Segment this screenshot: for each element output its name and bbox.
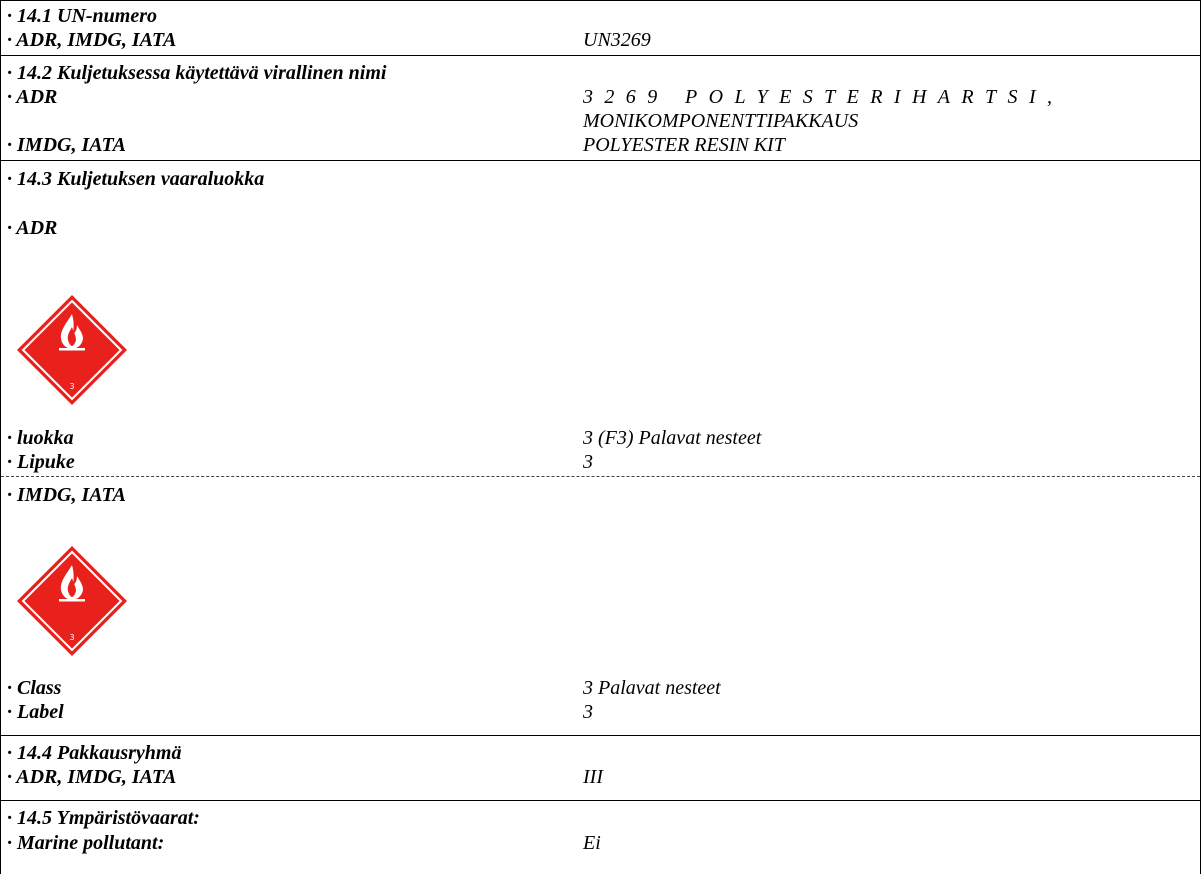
flammable-liquid-placard-icon xyxy=(16,294,128,406)
placard-class-number: 3 xyxy=(69,382,75,391)
adr-lipuke-value: 3 xyxy=(583,451,593,473)
shipping-name-imdg-value: POLYESTER RESIN KIT xyxy=(583,134,785,156)
section-14-2-heading: · 14.2 Kuljetuksessa käytettävä virallinen nimi xyxy=(7,62,387,84)
section-14-5-heading: · 14.5 Ympäristövaarat: xyxy=(7,807,200,829)
section-14-3-heading: · 14.3 Kuljetuksen vaaraluokka xyxy=(7,168,265,190)
adr-class-value: 3 (F3) Palavat nesteet xyxy=(583,427,762,449)
section-14-4-heading: · 14.4 Pakkausryhmä xyxy=(7,742,182,764)
un-number-label: · ADR, IMDG, IATA xyxy=(7,29,177,51)
subsection-divider xyxy=(1,476,1200,477)
imdg-label-value: 3 xyxy=(583,701,593,723)
imdg-class-label: · Class xyxy=(7,677,62,699)
imdg-label-label: · Label xyxy=(7,701,64,723)
imdg-class-value: 3 Palavat nesteet xyxy=(583,677,721,699)
shipping-name-adr-value-line1: 3269 POLYESTERIHARTSI, xyxy=(583,86,1064,108)
hazard-class-imdg-label: · IMDG, IATA xyxy=(7,484,126,506)
packing-group-label: · ADR, IMDG, IATA xyxy=(7,766,177,788)
section-divider xyxy=(1,735,1200,736)
section-divider xyxy=(1,800,1200,801)
placard-class-number: 3 xyxy=(69,633,75,642)
section-14-1-heading: · 14.1 UN-numero xyxy=(7,5,158,27)
marine-pollutant-value: Ei xyxy=(583,832,601,854)
shipping-name-adr-value-line2: MONIKOMPONENTTIPAKKAUS xyxy=(583,110,859,132)
adr-class-label: · luokka xyxy=(7,427,74,449)
section-divider xyxy=(1,160,1200,161)
hazard-class-adr-label: · ADR xyxy=(7,217,58,239)
packing-group-value: III xyxy=(583,766,603,788)
flammable-liquid-placard-icon xyxy=(16,545,128,657)
section-divider xyxy=(1,55,1200,56)
un-number-value: UN3269 xyxy=(583,29,651,51)
adr-lipuke-label: · Lipuke xyxy=(7,451,75,473)
shipping-name-adr-label: · ADR xyxy=(7,86,58,108)
shipping-name-imdg-label: · IMDG, IATA xyxy=(7,134,126,156)
marine-pollutant-label: · Marine pollutant: xyxy=(7,832,165,854)
